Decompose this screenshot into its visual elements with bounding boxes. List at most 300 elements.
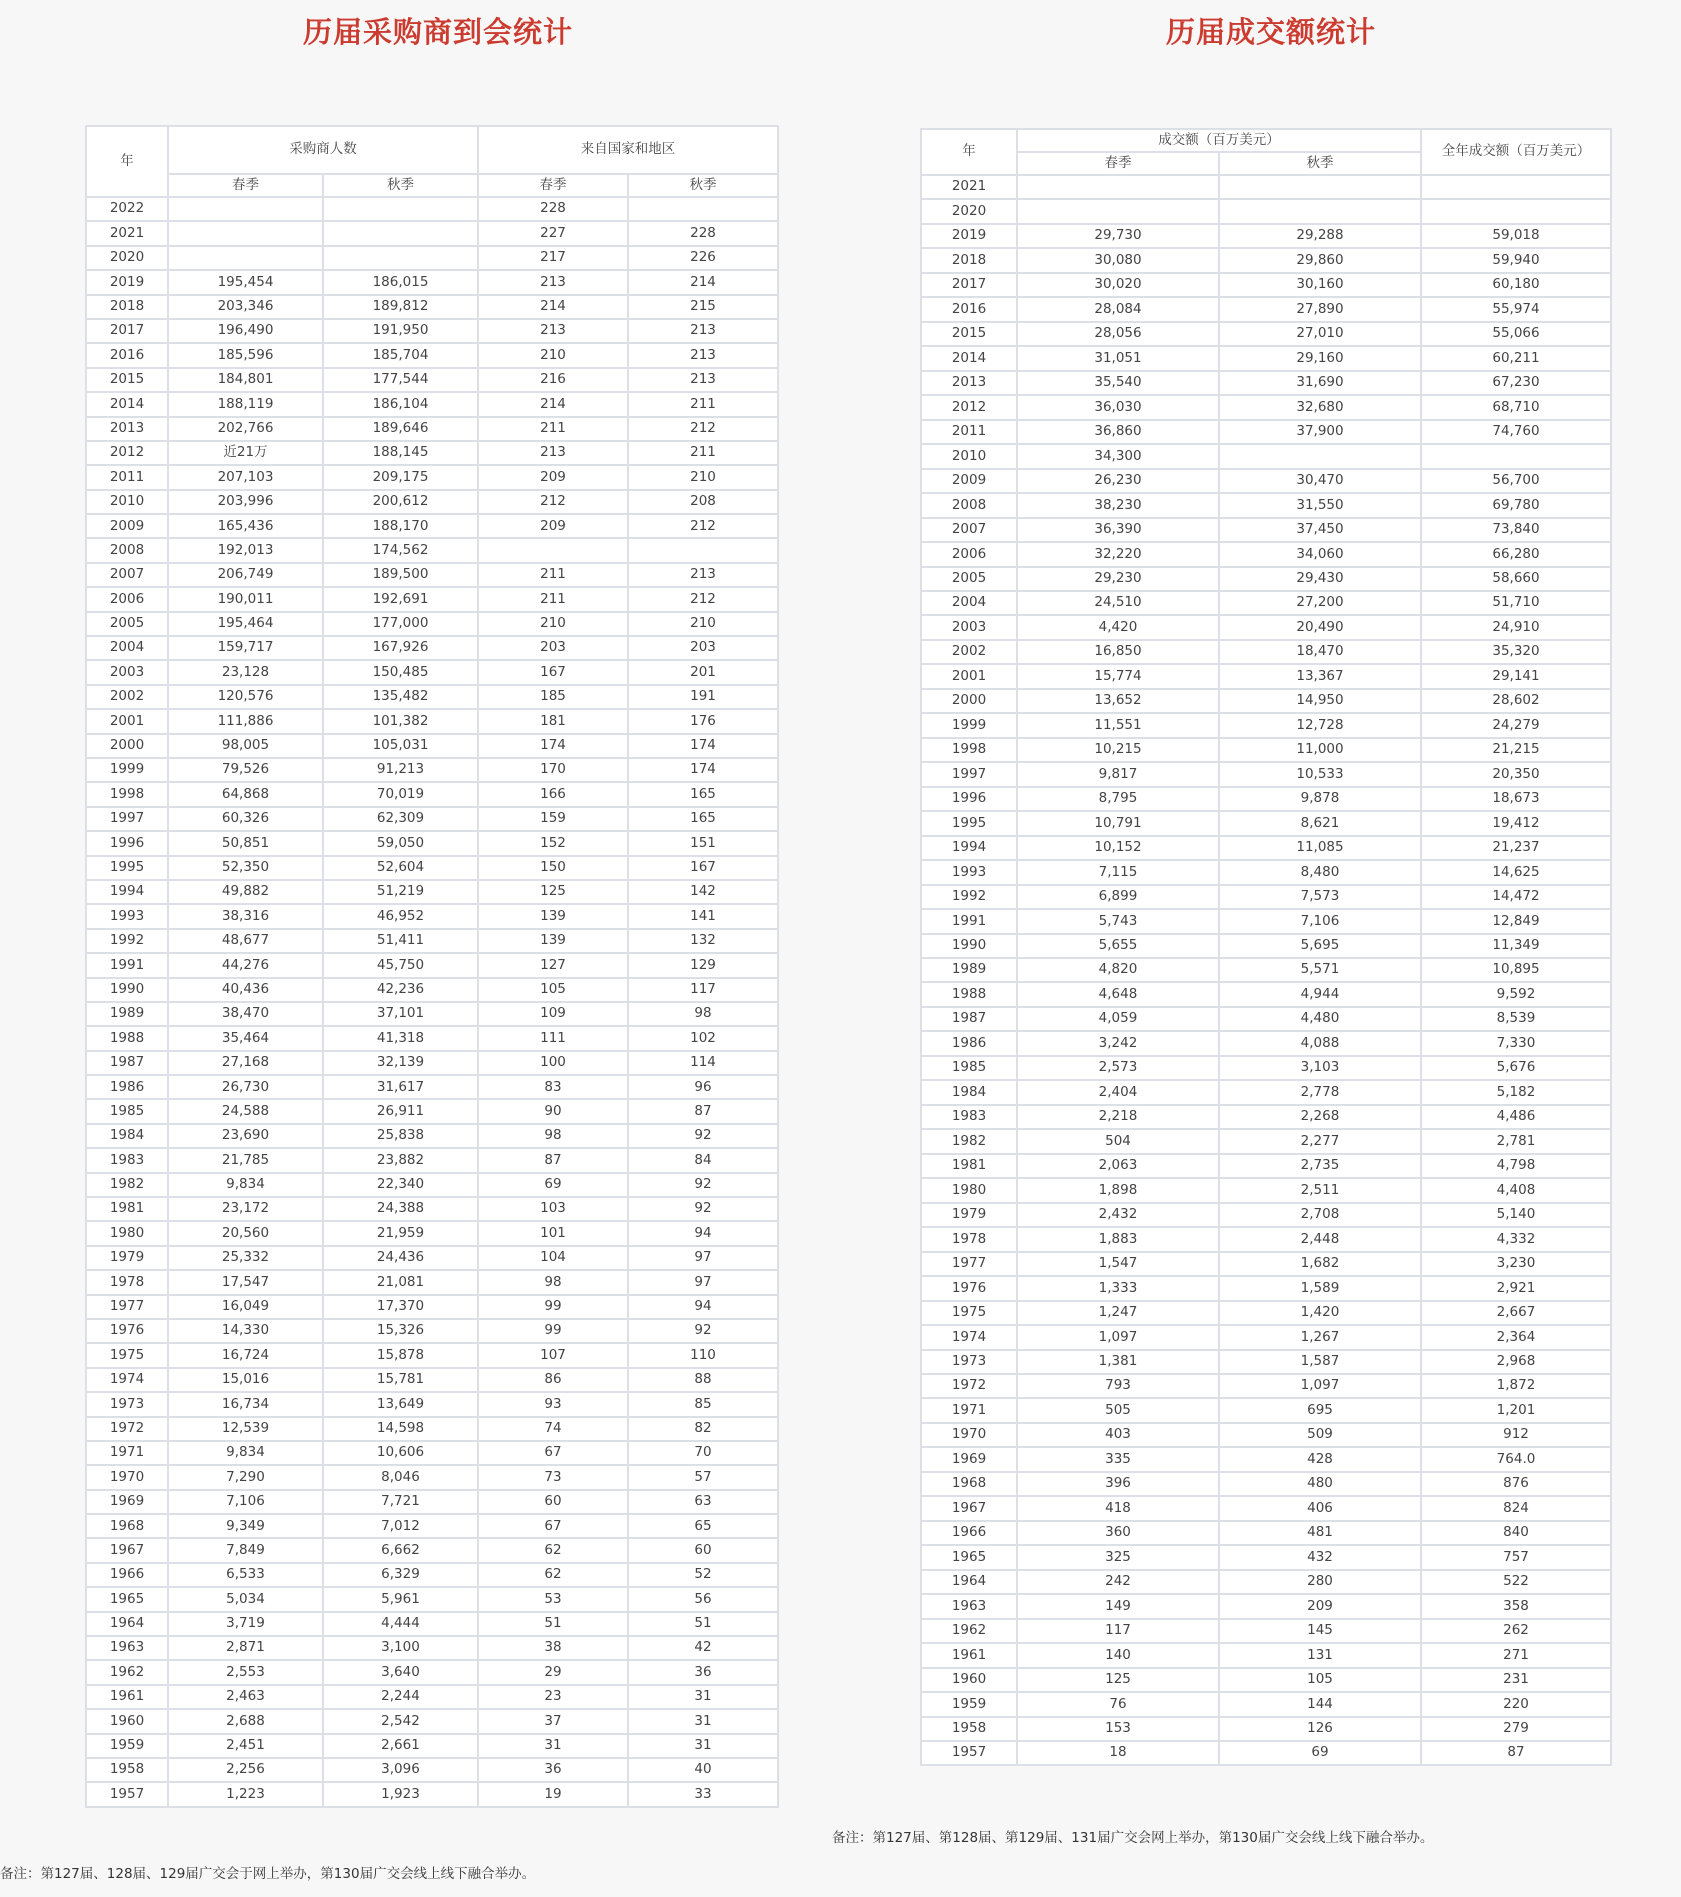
- value-cell: 67: [478, 1441, 628, 1465]
- buyer-spring-header: 春季: [168, 174, 323, 197]
- value-cell: 2,661: [323, 1734, 478, 1758]
- value-cell: 64,868: [168, 782, 323, 806]
- value-cell: 99: [478, 1295, 628, 1319]
- value-cell: 23,172: [168, 1197, 323, 1221]
- value-cell: 29,230: [1017, 567, 1219, 591]
- value-cell: 25,332: [168, 1246, 323, 1270]
- table-row: [921, 199, 1611, 223]
- value-cell: 93: [478, 1392, 628, 1416]
- value-cell: 793: [1017, 1374, 1219, 1398]
- value-cell: 2,735: [1219, 1154, 1421, 1178]
- table-row: [921, 909, 1611, 933]
- value-cell: 59,050: [323, 831, 478, 855]
- value-cell: 52,604: [323, 856, 478, 880]
- value-cell: 142: [628, 880, 778, 904]
- year-cell: 2003: [86, 660, 168, 684]
- value-cell: 170: [478, 758, 628, 782]
- year-cell: 1979: [86, 1246, 168, 1270]
- year-cell: 1968: [921, 1472, 1017, 1496]
- value-cell: 26,911: [323, 1099, 478, 1123]
- table-row: [86, 904, 778, 928]
- year-cell: 1959: [921, 1692, 1017, 1716]
- table-row: [921, 542, 1611, 566]
- value-cell: 31: [478, 1734, 628, 1758]
- year-cell: 1972: [921, 1374, 1017, 1398]
- value-cell: 212: [628, 514, 778, 538]
- value-cell: 188,170: [323, 514, 478, 538]
- value-cell: 764.0: [1421, 1447, 1611, 1471]
- table-row: [86, 758, 778, 782]
- table-row: [86, 612, 778, 636]
- value-cell: [1017, 175, 1219, 199]
- year-cell: 2010: [86, 490, 168, 514]
- year-cell: 1957: [86, 1782, 168, 1806]
- value-cell: 8,621: [1219, 811, 1421, 835]
- value-cell: 38,230: [1017, 493, 1219, 517]
- table-row: [921, 1717, 1611, 1741]
- table-row: [921, 1692, 1611, 1716]
- table-row: [921, 836, 1611, 860]
- value-cell: 280: [1219, 1570, 1421, 1594]
- year-cell: 1976: [921, 1276, 1017, 1300]
- value-cell: 1,589: [1219, 1276, 1421, 1300]
- table-row: [921, 762, 1611, 786]
- table-row: [86, 709, 778, 733]
- value-cell: 62: [478, 1538, 628, 1562]
- table-row: [86, 1075, 778, 1099]
- value-cell: 55,974: [1421, 297, 1611, 321]
- value-cell: 186,104: [323, 392, 478, 416]
- value-cell: 16,724: [168, 1343, 323, 1367]
- buyers-table-body: [86, 197, 778, 1807]
- year-header: 年: [86, 126, 168, 197]
- value-cell: 82: [628, 1417, 778, 1441]
- value-cell: 16,049: [168, 1295, 323, 1319]
- value-cell: 1,872: [1421, 1374, 1611, 1398]
- table-row: [921, 885, 1611, 909]
- value-cell: 509: [1219, 1423, 1421, 1447]
- year-cell: 1965: [921, 1545, 1017, 1569]
- value-cell: 145: [1219, 1619, 1421, 1643]
- year-cell: 2021: [86, 221, 168, 245]
- table-row: [921, 1056, 1611, 1080]
- value-cell: 31: [628, 1709, 778, 1733]
- value-cell: 近21万: [168, 441, 323, 465]
- table-row: [921, 1398, 1611, 1422]
- year-cell: 2008: [921, 493, 1017, 517]
- table-row: [921, 224, 1611, 248]
- table-row: [921, 1325, 1611, 1349]
- value-cell: 23: [478, 1685, 628, 1709]
- value-cell: 103: [478, 1197, 628, 1221]
- year-cell: 1980: [86, 1221, 168, 1245]
- table-row: [921, 1570, 1611, 1594]
- value-cell: 56,700: [1421, 469, 1611, 493]
- table-row: [921, 518, 1611, 542]
- table-row: [86, 660, 778, 684]
- value-cell: 418: [1017, 1496, 1219, 1520]
- value-cell: 167: [628, 856, 778, 880]
- value-cell: 5,676: [1421, 1056, 1611, 1080]
- value-cell: 211: [628, 392, 778, 416]
- value-cell: 210: [628, 465, 778, 489]
- table-row: [921, 1227, 1611, 1251]
- year-cell: 1993: [86, 904, 168, 928]
- table-row: [921, 1203, 1611, 1227]
- value-cell: 2,968: [1421, 1350, 1611, 1374]
- table-row: [921, 664, 1611, 688]
- year-header: 年: [921, 129, 1017, 175]
- table-row: [86, 465, 778, 489]
- year-cell: 2019: [921, 224, 1017, 248]
- year-cell: 1986: [86, 1075, 168, 1099]
- turnover-autumn-header: 秋季: [1219, 152, 1421, 175]
- table-row: [921, 1668, 1611, 1692]
- value-cell: 5,140: [1421, 1203, 1611, 1227]
- value-cell: 149: [1017, 1594, 1219, 1618]
- turnover-table: [920, 128, 1612, 1766]
- table-row: [86, 417, 778, 441]
- value-cell: 98: [478, 1124, 628, 1148]
- table-row: [86, 636, 778, 660]
- value-cell: 20,560: [168, 1221, 323, 1245]
- value-cell: 23,690: [168, 1124, 323, 1148]
- value-cell: 60,180: [1421, 273, 1611, 297]
- value-cell: 94: [628, 1295, 778, 1319]
- table-row: [86, 1392, 778, 1416]
- value-cell: 13,652: [1017, 689, 1219, 713]
- table-row: [921, 1252, 1611, 1276]
- year-cell: 2002: [921, 640, 1017, 664]
- value-cell: 105: [478, 978, 628, 1002]
- value-cell: 37: [478, 1709, 628, 1733]
- value-cell: 217: [478, 246, 628, 270]
- value-cell: 824: [1421, 1496, 1611, 1520]
- value-cell: [478, 538, 628, 562]
- value-cell: 165: [628, 782, 778, 806]
- value-cell: 4,486: [1421, 1105, 1611, 1129]
- value-cell: 65: [628, 1514, 778, 1538]
- table-row: [921, 934, 1611, 958]
- value-cell: 16,734: [168, 1392, 323, 1416]
- value-cell: 174: [628, 758, 778, 782]
- value-cell: 87: [628, 1099, 778, 1123]
- year-cell: 1963: [86, 1636, 168, 1660]
- year-cell: 1988: [921, 982, 1017, 1006]
- year-cell: 1991: [86, 953, 168, 977]
- value-cell: 92: [628, 1197, 778, 1221]
- table-row: [921, 1007, 1611, 1031]
- value-cell: 1,333: [1017, 1276, 1219, 1300]
- value-cell: 14,472: [1421, 885, 1611, 909]
- value-cell: 213: [628, 319, 778, 343]
- year-cell: 1961: [921, 1643, 1017, 1667]
- year-cell: 1991: [921, 909, 1017, 933]
- value-cell: 177,544: [323, 368, 478, 392]
- value-cell: 98: [628, 1002, 778, 1026]
- value-cell: 32,139: [323, 1051, 478, 1075]
- value-cell: 7,012: [323, 1514, 478, 1538]
- region-spring-header: 春季: [478, 174, 628, 197]
- year-cell: 1965: [86, 1587, 168, 1611]
- year-cell: 1989: [921, 958, 1017, 982]
- table-row: [921, 395, 1611, 419]
- table-row: [921, 982, 1611, 1006]
- value-cell: 181: [478, 709, 628, 733]
- year-cell: 2015: [86, 368, 168, 392]
- value-cell: 48,677: [168, 929, 323, 953]
- value-cell: 27,200: [1219, 591, 1421, 615]
- value-cell: 184,801: [168, 368, 323, 392]
- year-cell: 1984: [921, 1080, 1017, 1104]
- value-cell: 109: [478, 1002, 628, 1026]
- value-cell: 94: [628, 1221, 778, 1245]
- value-cell: 69: [1219, 1741, 1421, 1765]
- value-cell: 403: [1017, 1423, 1219, 1447]
- value-cell: 30,020: [1017, 273, 1219, 297]
- year-cell: 1987: [86, 1051, 168, 1075]
- table-row: [921, 248, 1611, 272]
- table-row: [921, 469, 1611, 493]
- year-cell: 1958: [921, 1717, 1017, 1741]
- table-row: [921, 420, 1611, 444]
- value-cell: 1,223: [168, 1782, 323, 1806]
- value-cell: 3,719: [168, 1612, 323, 1636]
- value-cell: 15,016: [168, 1368, 323, 1392]
- year-cell: 1960: [86, 1709, 168, 1733]
- year-cell: 2001: [921, 664, 1017, 688]
- table-row: [86, 929, 778, 953]
- value-cell: 406: [1219, 1496, 1421, 1520]
- table-row: [86, 1490, 778, 1514]
- value-cell: 13,649: [323, 1392, 478, 1416]
- value-cell: 105: [1219, 1668, 1421, 1692]
- value-cell: 42: [628, 1636, 778, 1660]
- value-cell: 10,215: [1017, 738, 1219, 762]
- value-cell: 208: [628, 490, 778, 514]
- value-cell: 167: [478, 660, 628, 684]
- value-cell: 481: [1219, 1521, 1421, 1545]
- year-cell: 1993: [921, 860, 1017, 884]
- table-row: [86, 1417, 778, 1441]
- value-cell: 2,244: [323, 1685, 478, 1709]
- value-cell: 213: [628, 368, 778, 392]
- value-cell: 58,660: [1421, 567, 1611, 591]
- table-row: [921, 713, 1611, 737]
- value-cell: 28,602: [1421, 689, 1611, 713]
- value-cell: 325: [1017, 1545, 1219, 1569]
- value-cell: 150,485: [323, 660, 478, 684]
- year-cell: 1971: [921, 1398, 1017, 1422]
- value-cell: 7,573: [1219, 885, 1421, 909]
- value-cell: 40: [628, 1758, 778, 1782]
- year-cell: 2012: [921, 395, 1017, 419]
- value-cell: 102: [628, 1026, 778, 1050]
- value-cell: 26,230: [1017, 469, 1219, 493]
- value-cell: 1,923: [323, 1782, 478, 1806]
- value-cell: 86: [478, 1368, 628, 1392]
- table-row: [86, 1636, 778, 1660]
- value-cell: 480: [1219, 1472, 1421, 1496]
- value-cell: 127: [478, 953, 628, 977]
- table-row: [86, 490, 778, 514]
- value-cell: 27,010: [1219, 322, 1421, 346]
- year-cell: 1971: [86, 1441, 168, 1465]
- year-cell: 1997: [86, 807, 168, 831]
- table-row: [86, 270, 778, 294]
- value-cell: 4,332: [1421, 1227, 1611, 1251]
- value-cell: 432: [1219, 1545, 1421, 1569]
- table-row: [921, 567, 1611, 591]
- value-cell: 6,533: [168, 1563, 323, 1587]
- value-cell: 191,950: [323, 319, 478, 343]
- value-cell: 32,220: [1017, 542, 1219, 566]
- value-cell: 2,921: [1421, 1276, 1611, 1300]
- value-cell: 30,080: [1017, 248, 1219, 272]
- year-cell: 1995: [86, 856, 168, 880]
- table-row: [921, 371, 1611, 395]
- value-cell: 231: [1421, 1668, 1611, 1692]
- year-cell: 1978: [921, 1227, 1017, 1251]
- value-cell: 4,820: [1017, 958, 1219, 982]
- value-cell: 167,926: [323, 636, 478, 660]
- value-cell: 62: [478, 1563, 628, 1587]
- value-cell: 213: [628, 343, 778, 367]
- value-cell: 213: [628, 563, 778, 587]
- table-row: [86, 1295, 778, 1319]
- value-cell: 83: [478, 1075, 628, 1099]
- year-cell: 2020: [86, 246, 168, 270]
- table-row: [86, 807, 778, 831]
- value-cell: 203: [628, 636, 778, 660]
- value-cell: 7,721: [323, 1490, 478, 1514]
- value-cell: 107: [478, 1343, 628, 1367]
- year-cell: 1962: [86, 1660, 168, 1684]
- year-cell: 1994: [86, 880, 168, 904]
- value-cell: 28,056: [1017, 322, 1219, 346]
- table-row: [921, 1472, 1611, 1496]
- value-cell: 69,780: [1421, 493, 1611, 517]
- value-cell: 504: [1017, 1129, 1219, 1153]
- year-cell: 1988: [86, 1026, 168, 1050]
- value-cell: 59,018: [1421, 224, 1611, 248]
- year-cell: 2005: [86, 612, 168, 636]
- table-row: [921, 493, 1611, 517]
- value-cell: 3,640: [323, 1660, 478, 1684]
- value-cell: 67,230: [1421, 371, 1611, 395]
- table-row: [921, 1129, 1611, 1153]
- value-cell: [1219, 199, 1421, 223]
- table-row: [86, 563, 778, 587]
- table-row: [921, 1423, 1611, 1447]
- table-row: [86, 319, 778, 343]
- value-cell: 38: [478, 1636, 628, 1660]
- value-cell: [1017, 199, 1219, 223]
- value-cell: 141: [628, 904, 778, 928]
- value-cell: [323, 221, 478, 245]
- value-cell: 209: [478, 514, 628, 538]
- year-cell: 1996: [86, 831, 168, 855]
- value-cell: 5,034: [168, 1587, 323, 1611]
- value-cell: 23,128: [168, 660, 323, 684]
- value-cell: [323, 197, 478, 221]
- value-cell: 213: [478, 270, 628, 294]
- value-cell: 17,547: [168, 1270, 323, 1294]
- year-cell: 1987: [921, 1007, 1017, 1031]
- value-cell: 63: [628, 1490, 778, 1514]
- value-cell: 51,219: [323, 880, 478, 904]
- value-cell: 14,625: [1421, 860, 1611, 884]
- value-cell: 2,463: [168, 1685, 323, 1709]
- value-cell: 24,588: [168, 1099, 323, 1123]
- value-cell: 840: [1421, 1521, 1611, 1545]
- year-cell: 2009: [86, 514, 168, 538]
- table-row: [86, 1368, 778, 1392]
- value-cell: 57: [628, 1465, 778, 1489]
- value-cell: 11,000: [1219, 738, 1421, 762]
- table-row: [86, 856, 778, 880]
- value-cell: 2,451: [168, 1734, 323, 1758]
- table-row: [921, 1105, 1611, 1129]
- table-row: [86, 538, 778, 562]
- value-cell: 7,290: [168, 1465, 323, 1489]
- year-cell: 1985: [921, 1056, 1017, 1080]
- value-cell: 101: [478, 1221, 628, 1245]
- value-cell: 9,834: [168, 1173, 323, 1197]
- value-cell: 29,730: [1017, 224, 1219, 248]
- value-cell: 7,330: [1421, 1031, 1611, 1055]
- value-cell: 38,316: [168, 904, 323, 928]
- value-cell: 216: [478, 368, 628, 392]
- value-cell: 200,612: [323, 490, 478, 514]
- annual-turnover-header: 全年成交额（百万美元）: [1421, 129, 1611, 175]
- table-row: [921, 1521, 1611, 1545]
- value-cell: 186,015: [323, 270, 478, 294]
- value-cell: 51: [628, 1612, 778, 1636]
- value-cell: 165: [628, 807, 778, 831]
- value-cell: 212: [628, 417, 778, 441]
- table-row: [86, 1343, 778, 1367]
- year-cell: 1969: [86, 1490, 168, 1514]
- value-cell: 33: [628, 1782, 778, 1806]
- value-cell: 37,450: [1219, 518, 1421, 542]
- year-cell: 1990: [921, 934, 1017, 958]
- value-cell: 4,059: [1017, 1007, 1219, 1031]
- year-cell: 1957: [921, 1741, 1017, 1765]
- value-cell: 60,326: [168, 807, 323, 831]
- value-cell: 56: [628, 1587, 778, 1611]
- value-cell: 2,404: [1017, 1080, 1219, 1104]
- table-row: [86, 734, 778, 758]
- year-cell: 1960: [921, 1668, 1017, 1692]
- value-cell: 196,490: [168, 319, 323, 343]
- value-cell: 10,606: [323, 1441, 478, 1465]
- table-row: [86, 1246, 778, 1270]
- value-cell: 5,571: [1219, 958, 1421, 982]
- year-cell: 1970: [921, 1423, 1017, 1447]
- value-cell: 271: [1421, 1643, 1611, 1667]
- value-cell: 92: [628, 1173, 778, 1197]
- value-cell: 695: [1219, 1398, 1421, 1422]
- table-row: [86, 1099, 778, 1123]
- table-row: [86, 1709, 778, 1733]
- year-cell: 2015: [921, 322, 1017, 346]
- table-row: [86, 1197, 778, 1221]
- buyers-table: [85, 125, 779, 1808]
- value-cell: 174,562: [323, 538, 478, 562]
- value-cell: 213: [478, 441, 628, 465]
- year-cell: 2011: [86, 465, 168, 489]
